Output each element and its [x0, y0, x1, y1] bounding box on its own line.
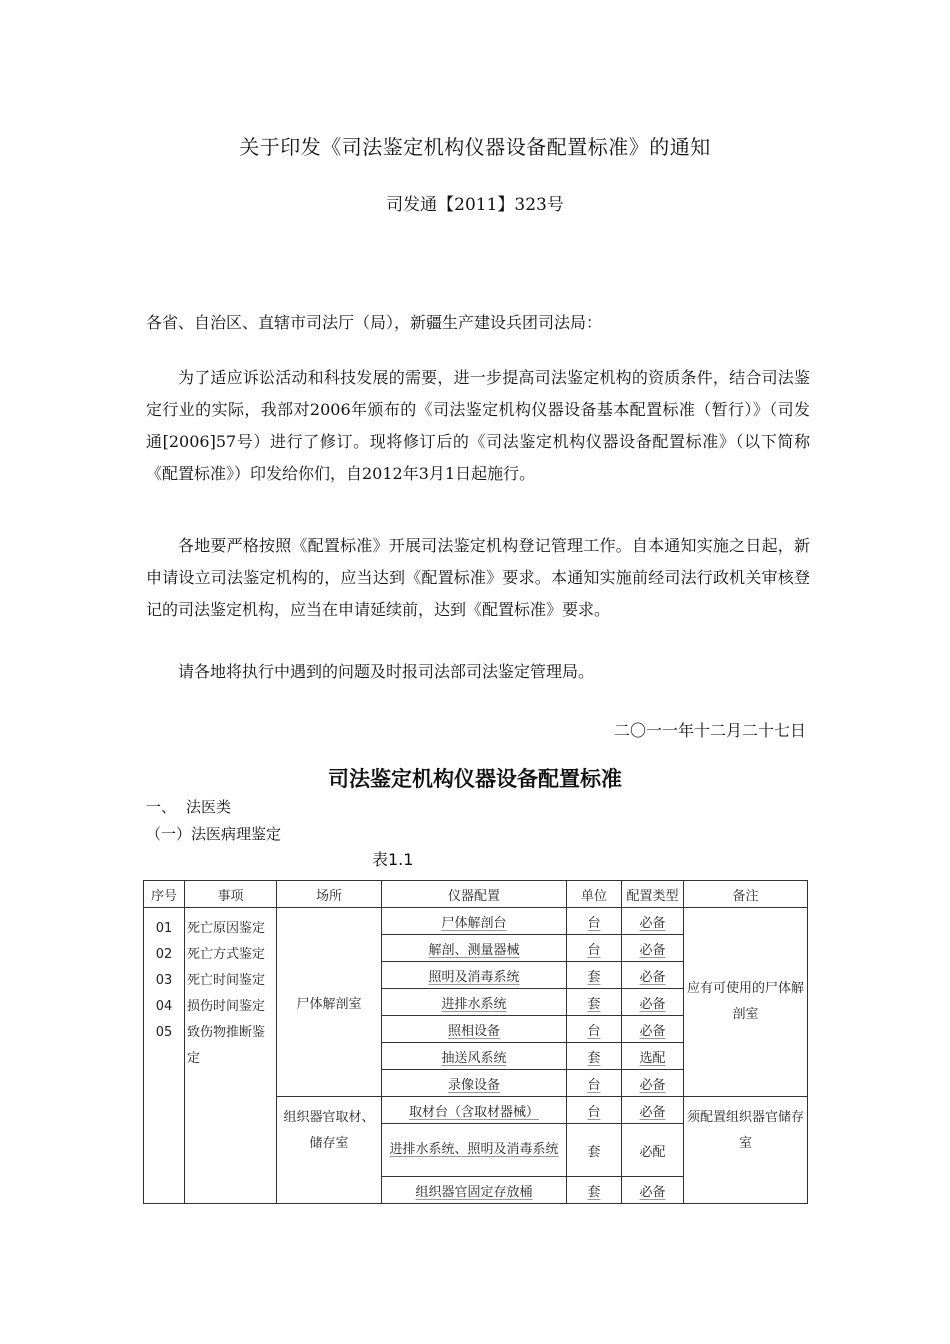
section-heading — [146, 796, 231, 817]
note-tissue-room: 须配置组织器官储存室 — [684, 1097, 808, 1204]
type-label: 必备 — [639, 1184, 666, 1200]
instrument-label: 录像设备 — [447, 1077, 500, 1093]
instrument-label: 进排水系统 — [441, 996, 507, 1012]
unit-label: 台 — [587, 1023, 601, 1039]
type-label: 必备 — [639, 942, 666, 958]
config-type: 必配 — [622, 1124, 684, 1177]
header-unit: 单位 — [567, 881, 622, 908]
subsection-heading: （一）法医病理鉴定 — [146, 825, 282, 843]
config-type — [622, 989, 684, 1016]
instrument-label: 尸体解剖台 — [441, 915, 507, 931]
unit-label: 台 — [587, 915, 601, 931]
unit — [567, 1016, 622, 1043]
unit — [567, 1177, 622, 1204]
seq-cell — [144, 908, 185, 1204]
unit-label: 台 — [587, 942, 601, 958]
instrument-name — [382, 1177, 567, 1204]
config-type — [622, 1043, 684, 1070]
type-label: 必备 — [639, 1023, 666, 1039]
instrument-name — [382, 989, 567, 1016]
type-label: 必备 — [639, 969, 666, 985]
notice-date: 二〇一一年十二月二十七日 — [613, 721, 806, 740]
standard-title: 司法鉴定机构仪器设备配置标准 — [328, 767, 622, 791]
matter-item: 损伤时间鉴定 — [187, 999, 266, 1014]
header-seq: 序号 — [144, 881, 185, 908]
instrument-name — [382, 962, 567, 989]
matter-item: 致伤物推断鉴定 — [187, 1025, 266, 1066]
unit — [567, 962, 622, 989]
notice-title: 关于印发《司法鉴定机构仪器设备配置标准》的通知 — [239, 135, 711, 159]
table-header-row — [144, 881, 808, 908]
unit: 套 — [567, 1124, 622, 1177]
section-number: 一、 — [146, 798, 177, 816]
section-name: 法医类 — [186, 798, 232, 816]
config-type — [622, 1177, 684, 1204]
matter-item: 死亡方式鉴定 — [187, 947, 266, 962]
note-autopsy-room: 应有可使用的尸体解剖室 — [684, 908, 808, 1097]
config-type — [622, 1070, 684, 1097]
header-config-type: 配置类型 — [622, 881, 684, 908]
instrument-label: 解剖、测量器械 — [428, 942, 520, 958]
seq-number: 03 — [155, 973, 173, 988]
instrument-label: 进排水系统、照明及消毒系统 — [389, 1142, 559, 1157]
config-type — [622, 1016, 684, 1043]
unit — [567, 1043, 622, 1070]
unit — [567, 1097, 622, 1124]
header-matter: 事项 — [185, 881, 277, 908]
unit-label: 套 — [587, 1050, 601, 1066]
paragraph-3: 请各地将执行中遇到的问题及时报司法部司法鉴定管理局。 — [178, 662, 595, 681]
instrument-name — [382, 908, 567, 935]
unit — [567, 989, 622, 1016]
type-label: 选配 — [639, 1050, 666, 1066]
instrument-name — [382, 935, 567, 962]
unit-label: 台 — [587, 1104, 601, 1120]
instrument-name — [382, 1097, 567, 1124]
type-label: 必备 — [639, 1077, 666, 1093]
table-caption: 表1.1 — [372, 850, 414, 869]
type-label: 必备 — [639, 915, 666, 931]
instrument-label: 照明及消毒系统 — [428, 969, 520, 985]
seq-number: 01 — [155, 921, 173, 936]
paragraph-1: 为了适应诉讼活动和科技发展的需要，进一步提高司法鉴定机构的资质条件，结合司法鉴定行业的实际，我部对2006年颁布的《司法鉴定机构仪器设备基本配置标准（暂行）》（司发通[2006]57号）进行了修订。现将修订后的《司法鉴定机构仪器设备配置标准》（以下简称《配置标准》）印发给你们，自2012年3月1日起施行。 — [146, 368, 810, 483]
config-type — [622, 1097, 684, 1124]
config-type — [622, 908, 684, 935]
unit — [567, 1070, 622, 1097]
place-autopsy-room: 尸体解剖室 — [277, 908, 382, 1097]
instrument-name — [382, 1016, 567, 1043]
instrument-name — [382, 1070, 567, 1097]
config-type — [622, 962, 684, 989]
type-label: 必备 — [639, 996, 666, 1012]
unit — [567, 908, 622, 935]
document-number: 司发通【2011】323号 — [386, 195, 564, 215]
config-type — [622, 935, 684, 962]
matter-cell — [185, 908, 277, 1204]
instrument-label: 组织器官固定存放桶 — [415, 1184, 533, 1200]
header-instrument: 仪器配置 — [382, 881, 567, 908]
matter-item: 死亡原因鉴定 — [187, 921, 266, 936]
place-tissue-room: 组织器官取材、储存室 — [277, 1097, 382, 1204]
equipment-table — [143, 880, 808, 1204]
instrument-label: 取材台（含取材器械） — [408, 1104, 539, 1120]
instrument-label: 照相设备 — [447, 1023, 500, 1039]
instrument-name — [382, 1124, 567, 1177]
unit-label: 套 — [587, 996, 601, 1012]
seq-number: 04 — [155, 999, 173, 1014]
unit-label: 套 — [587, 969, 601, 985]
paragraph-2: 各地要严格按照《配置标准》开展司法鉴定机构登记管理工作。自本通知实施之日起，新申请设立司法鉴定机构的，应当达到《配置标准》要求。本通知实施前经司法行政机关审核登记的司法鉴定机构，应当在申请延续前，达到《配置标准》要求。 — [146, 536, 810, 619]
seq-number: 02 — [155, 947, 173, 962]
unit-label: 套 — [587, 1184, 601, 1200]
unit — [567, 935, 622, 962]
instrument-name — [382, 1043, 567, 1070]
instrument-label: 抽送风系统 — [441, 1050, 507, 1066]
type-label: 必备 — [639, 1104, 666, 1120]
seq-number: 05 — [155, 1025, 173, 1040]
header-note: 备注 — [684, 881, 808, 908]
unit-label: 台 — [587, 1077, 601, 1093]
matter-item: 死亡时间鉴定 — [187, 973, 266, 988]
table-row — [144, 908, 808, 935]
salutation: 各省、自治区、直辖市司法厅（局），新疆生产建设兵团司法局： — [146, 313, 603, 332]
header-place: 场所 — [277, 881, 382, 908]
